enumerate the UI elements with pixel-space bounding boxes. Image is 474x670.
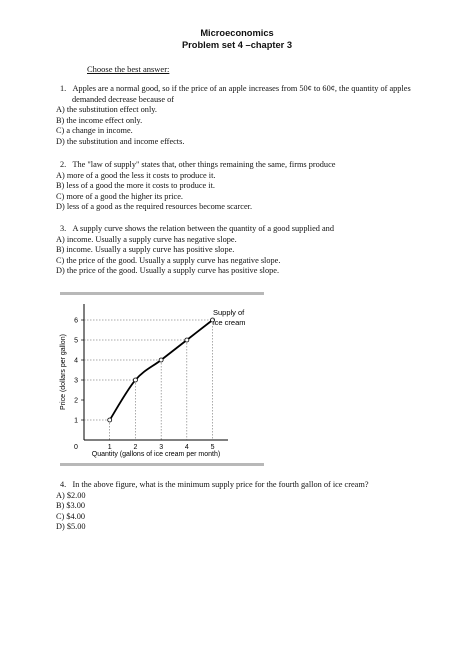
question-2-stem: 2. The "law of supply" states that, other things remaining the same, firms produce [60, 160, 336, 169]
supply-curve-chart [56, 292, 264, 466]
question-4-option-b: B) $3.00 [56, 501, 86, 511]
question-1-stem: 1. Apples are a normal good, so if the price of an apple increases from 50¢ to 60¢, the quantity of apples demanded decrease because of [60, 84, 411, 104]
data-point-1 [108, 418, 112, 422]
figure-bottom-bar [60, 463, 264, 466]
x-tick-label-2: 2 [133, 444, 138, 451]
question-3-option-b: B) income. Usually a supply curve has positive slope. [56, 245, 235, 255]
x-tick-label-0: 0 [74, 444, 78, 451]
supply-curve-figure [56, 292, 264, 466]
y-tick-label-5: 5 [74, 337, 78, 345]
question-3-option-a: A) income. Usually a supply curve has negative slope. [56, 234, 237, 244]
y-tick-label-3: 3 [74, 377, 78, 385]
x-tick-label-3: 3 [159, 444, 164, 451]
question-4-option-d: D) $5.00 [56, 522, 86, 532]
data-point-3 [159, 358, 163, 362]
question-4-stem: 4. In the above figure, what is the minimum supply price for the fourth gallon of ice cream? [60, 480, 369, 489]
question-4-option-c: C) $4.00 [56, 511, 86, 521]
data-point-2 [133, 378, 137, 382]
question-1 [56, 84, 416, 148]
curve-label-line-1: Supply of [213, 308, 245, 317]
y-tick-label-4: 4 [74, 357, 78, 365]
question-3-option-c: C) the price of the good. Usually a supply curve has negative slope. [56, 255, 281, 265]
question-3-stem: 3. A supply curve shows the relation between the quantity of a good supplied and [60, 224, 334, 233]
question-2-option-c: C) more of a good the higher its price. [56, 191, 183, 201]
question-4 [56, 480, 426, 533]
course-title: Microeconomics [200, 28, 274, 38]
question-2-option-a: A) more of a good the less it costs to produce it. [56, 170, 216, 180]
question-2-option-b: B) less of a good the more it costs to produce it. [56, 181, 215, 191]
instruction-text: Choose the best answer: [87, 64, 170, 74]
data-point-4 [185, 338, 189, 342]
x-axis-label: Quantity (gallons of ice cream per month) [91, 451, 221, 458]
y-tick-label-1: 1 [74, 417, 78, 425]
question-1-option-d: D) the substitution and income effects. [56, 136, 185, 146]
y-axis-label: Price (dollars per gallon) [60, 334, 67, 410]
y-tick-label-6: 6 [74, 317, 78, 325]
question-3 [56, 224, 416, 277]
question-4-option-a: A) $2.00 [56, 490, 86, 500]
question-2 [56, 160, 416, 213]
question-2-option-d: D) less of a good as the required resources become scarcer. [56, 202, 253, 212]
question-1-option-a: A) the substitution effect only. [56, 105, 157, 115]
question-3-option-d: D) the price of the good. Usually a supply curve has positive slope. [56, 266, 280, 276]
question-1-option-b: B) the income effect only. [56, 115, 143, 125]
y-tick-label-2: 2 [74, 397, 78, 405]
question-1-option-c: C) a change in income. [56, 126, 133, 136]
x-tick-label-5: 5 [210, 444, 215, 451]
figure-top-bar [60, 292, 264, 295]
x-tick-label-1: 1 [107, 444, 112, 451]
x-tick-label-4: 4 [184, 444, 189, 451]
curve-label-line-2: ice cream [213, 318, 246, 327]
problem-set-title: Problem set 4 –chapter 3 [181, 40, 293, 50]
